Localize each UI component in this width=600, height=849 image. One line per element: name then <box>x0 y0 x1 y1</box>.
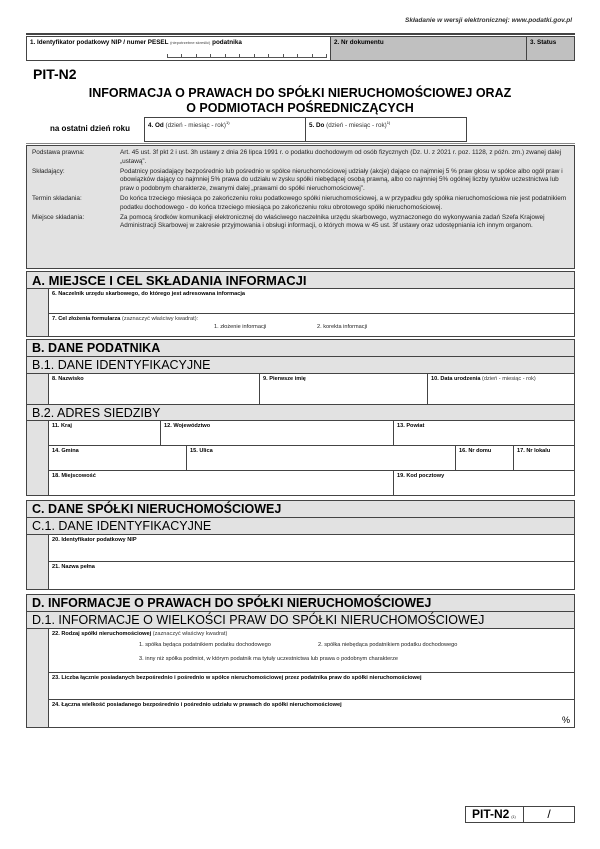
option-taxpayer-company[interactable]: 1. spółka będąca podatnikiem podatku dochodowego <box>139 642 271 648</box>
taxpayer-id-note: (niepotrzebne skreślić) <box>170 40 211 45</box>
apartment-number-label: 17. Nr lokalu <box>517 448 551 454</box>
period-fields <box>144 117 467 142</box>
birth-date-field[interactable] <box>428 374 574 404</box>
birth-date-hint: (dzień - miesiąc - rok) <box>482 376 536 382</box>
house-number-field[interactable] <box>456 446 514 470</box>
header-fields-row <box>26 36 575 61</box>
top-divider <box>26 33 575 35</box>
rights-count-label: 23. Liczba łącznie posiadanych bezpośrednio i pośrednio w spółce nieruchomościowej przez podatnika praw do spółki nieruchomościowej <box>52 675 422 681</box>
share-size-label: 24. Łączna wielkość posiadanego bezpośrednio i pośrednio udziału w prawach do spółki nieruchomościowej <box>52 702 342 708</box>
date-to-hint: (dzień - miesiąc - rok) <box>326 122 387 130</box>
date-to-label: 5. Do <box>309 122 325 130</box>
postal-code-label: 19. Kod pocztowy <box>397 473 445 479</box>
company-nip-field[interactable] <box>49 535 574 561</box>
section-b-title: B. DANE PODATNIKA <box>27 340 574 357</box>
voivodeship-label: 12. Województwo <box>164 423 211 429</box>
info-legal-basis: Podstawa prawna: Art. 45 ust. 3f pkt 2 i ust. 3h ustawy z dnia 26 lipca 1991 r. o podatku dochodowym od osób fizycznych (Dz. U. z 2021 r. poz. 1128, z późn. zm.) zwanej dalej „ustawą”. <box>32 149 562 165</box>
info-submitter: Składający: Podatnicy posiadający bezpośrednio lub pośrednio w spółce nieruchomościowej udziały (akcje) dające co najmniej 5 % praw głosu w spółce albo ogół praw i obowiązków dający co najmniej 5% prawa do udziału w zysku spółki niebędącej osobą prawną, albo co najmniej 5% ogólnej liczby tytułów uczestnictwa lub praw o podobnym charakterze, zwanymi dalej „prawami do spółki nieruchomościowej”. <box>32 167 563 193</box>
taxpayer-id-suffix: podatnika <box>212 39 242 46</box>
share-size-field[interactable] <box>49 700 574 727</box>
status-field <box>527 37 574 60</box>
footer-page-number: / <box>547 807 551 821</box>
section-c <box>26 500 575 590</box>
company-nip-label: 20. Identyfikator podatkowy NIP <box>52 537 137 543</box>
city-field[interactable] <box>49 471 394 495</box>
option-other-entity[interactable]: 3. inny niż spółka podmiot, w którym podatnik ma tytuły uczestnictwa lub prawa o podobnym charakterze <box>139 656 398 662</box>
purpose-field <box>49 314 574 336</box>
date-from-label: 4. Od <box>148 122 164 130</box>
percent-sign: % <box>561 715 570 725</box>
document-number-label: 2. Nr dokumentu <box>334 39 384 46</box>
company-full-name-label: 21. Nazwa pełna <box>52 564 95 570</box>
company-type-hint: (zaznaczyć właściwy kwadrat) <box>152 631 228 637</box>
section-b2-title: B.2. ADRES SIEDZIBY <box>27 404 574 421</box>
house-number-label: 16. Nr domu <box>459 448 492 454</box>
page-footer <box>465 806 575 823</box>
status-label: 3. Status <box>530 39 557 46</box>
voivodeship-field[interactable] <box>161 421 394 445</box>
country-field[interactable] <box>49 421 161 445</box>
date-from-field[interactable] <box>145 118 306 141</box>
city-label: 18. Miejscowość <box>52 473 96 479</box>
purpose-label: 7. Cel złożenia formularza <box>52 316 121 322</box>
document-number-field <box>331 37 527 60</box>
section-a-title: A. MIEJSCE I CEL SKŁADANIA INFORMACJI <box>27 272 574 289</box>
section-d-title: D. INFORMACJE O PRAWACH DO SPÓŁKI NIERUCHOMOŚCIOWEJ <box>27 595 574 612</box>
date-to-footnote: 1) <box>386 120 391 125</box>
form-code: PIT-N2 <box>33 66 77 82</box>
postal-code-field[interactable] <box>394 471 574 495</box>
section-b1-title: B.1. DANE IDENTYFIKACYJNE <box>27 357 574 374</box>
info-filing-place: Miejsce składania: Za pomocą środków komunikacji elektronicznej do właściwego naczelnika urzędu skarbowego, wyznaczonego do wykonywania zadań Szefa Krajowej Administracji Skarbowej w zakresie przyjmowania i obsługi informacji, o których mowa w 45 ust. 3f ustawy oraz udostępniania ich innym organom. <box>32 213 545 230</box>
company-type-label: 22. Rodzaj spółki nieruchomościowej <box>52 631 152 637</box>
taxpayer-id-label: 1. Identyfikator podatkowy NIP / numer PESEL <box>30 39 169 46</box>
company-type-field <box>49 629 574 672</box>
period-label: na ostatni dzień roku <box>50 124 131 133</box>
legal-info-box <box>26 145 575 269</box>
section-c-title: C. DANE SPÓŁKI NIERUCHOMOŚCIOWEJ <box>27 501 574 518</box>
form-title-line2: O PODMIOTACH POŚREDNICZĄCYCH <box>186 101 414 115</box>
footer-form-version: (1) <box>511 815 516 819</box>
option-correction[interactable]: 2. korekta informacji <box>317 324 368 330</box>
rights-count-field[interactable] <box>49 673 574 699</box>
street-label: 15. Ulica <box>190 448 213 454</box>
tax-office-field[interactable] <box>49 289 574 313</box>
county-field[interactable] <box>394 421 574 445</box>
date-from-footnote: 1) <box>226 120 230 125</box>
date-from-hint: (dzień - miesiąc - rok) <box>165 122 227 130</box>
section-c1-title: C.1. DANE IDENTYFIKACYJNE <box>27 518 574 535</box>
section-d1-title: D.1. INFORMACJE O WIELKOŚCI PRAW DO SPÓŁKI NIERUCHOMOŚCIOWEJ <box>27 612 574 629</box>
county-label: 13. Powiat <box>397 423 425 429</box>
country-label: 11. Kraj <box>52 423 72 429</box>
tax-office-label: 6. Naczelnik urzędu skarbowego, do którego jest adresowana informacja <box>52 291 246 297</box>
purpose-hint: (zaznaczyć właściwy kwadrat): <box>121 316 199 322</box>
form-title-line1: INFORMACJA O PRAWACH DO SPÓŁKI NIERUCHOMOŚCIOWEJ ORAZ <box>88 86 512 100</box>
street-field[interactable] <box>187 446 456 470</box>
first-name-field[interactable] <box>260 374 428 404</box>
footer-form-code: PIT-N2 <box>472 807 510 821</box>
digit-tick-marks <box>167 54 327 58</box>
option-non-taxpayer-company[interactable]: 2. spółka niebędąca podatnikiem podatku dochodowego <box>318 642 458 648</box>
info-deadline: Termin składania: Do końca trzeciego miesiąca po zakończeniu roku podatkowego spółki nieruchomościowej, a w przypadku gdy spółka nieruchomościowa nie jest podatnikiem podatku dochodowego - do końca trzeciego miesiąca po zakończeniu roku obrotowego spółki nieruchomościowej. <box>32 194 567 211</box>
company-full-name-field[interactable] <box>49 562 574 589</box>
surname-label: 8. Nazwisko <box>52 376 84 382</box>
first-name-label: 9. Pierwsze imię <box>263 376 306 382</box>
section-d <box>26 594 575 728</box>
taxpayer-id-field[interactable] <box>27 37 331 60</box>
municipality-field[interactable] <box>49 446 187 470</box>
birth-date-label: 10. Data urodzenia <box>431 376 481 382</box>
date-to-field[interactable] <box>306 118 466 141</box>
section-b <box>26 339 575 496</box>
electronic-filing-note: Składanie w wersji elektronicznej: www.podatki.gov.pl <box>405 17 572 24</box>
section-a <box>26 271 575 337</box>
apartment-number-field[interactable] <box>514 446 574 470</box>
municipality-label: 14. Gmina <box>52 448 79 454</box>
divider <box>26 143 575 144</box>
option-submission[interactable]: 1. złożenie informacji <box>214 324 267 330</box>
surname-field[interactable] <box>49 374 260 404</box>
